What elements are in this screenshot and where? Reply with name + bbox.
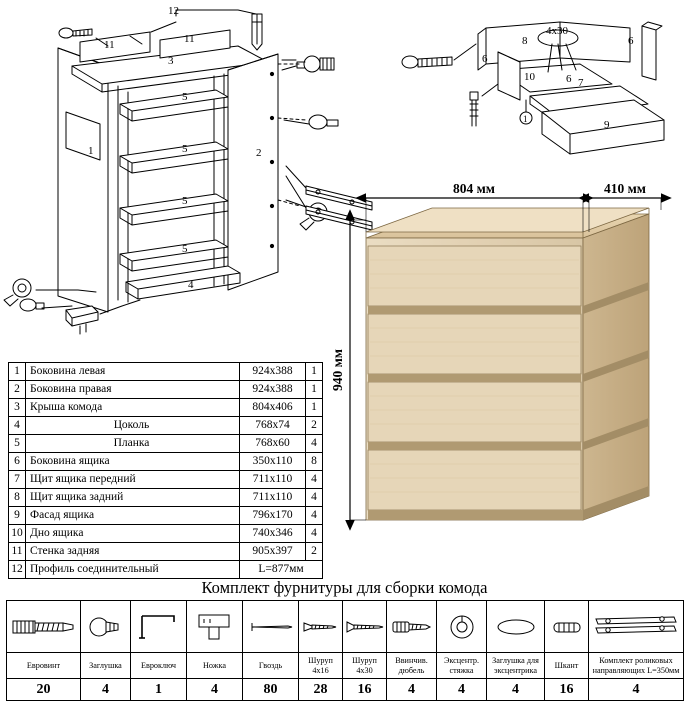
depth-dimension-label: 410 мм <box>603 181 647 196</box>
part-size: 905х397 <box>240 543 306 561</box>
kit-icon-cell <box>7 601 81 653</box>
part-no: 1 <box>9 363 26 381</box>
callout-12: 12 <box>168 5 179 17</box>
table-row <box>9 507 323 525</box>
kit-item-count: 28 <box>299 679 343 701</box>
kit-icon-cell <box>437 601 487 653</box>
euro-screw-icon <box>11 615 77 639</box>
part-no: 8 <box>9 489 26 507</box>
slide-rails-icon <box>592 611 680 643</box>
kit-icon-cell <box>545 601 589 653</box>
dowel-icon <box>390 615 434 639</box>
width-dimension-label: 804 мм <box>452 181 496 196</box>
part-size: 924х388 <box>240 381 306 399</box>
kit-icon-cell <box>343 601 387 653</box>
callout-5c: 5 <box>182 195 188 207</box>
part-size: 796х170 <box>240 507 306 525</box>
kit-icon-cell <box>187 601 243 653</box>
callout-8: 8 <box>522 35 528 47</box>
part-name: Боковина ящика <box>26 453 240 471</box>
part-name: Боковина правая <box>26 381 240 399</box>
table-row <box>9 525 323 543</box>
kit-item-count: 1 <box>131 679 187 701</box>
callout-10: 10 <box>524 71 535 83</box>
part-no: 10 <box>9 525 26 543</box>
callout-1b: 1 <box>523 114 528 124</box>
product-dimension-drawing <box>330 181 689 570</box>
part-name: Фасад ящика <box>26 507 240 525</box>
callout-11b: 11 <box>184 33 195 45</box>
eccentric-cap-icon <box>492 615 540 639</box>
part-qty: 1 <box>306 399 323 417</box>
part-size: 711х110 <box>240 471 306 489</box>
kit-icon-cell <box>387 601 437 653</box>
kit-item-label: Ввинчив. дюбель <box>387 653 437 679</box>
kit-item-count: 80 <box>243 679 299 701</box>
callout-5d: 5 <box>182 243 188 255</box>
kit-item-label: Шуруп 4х30 <box>343 653 387 679</box>
kit-item-count: 4 <box>81 679 131 701</box>
kit-item-label: Шкант <box>545 653 589 679</box>
kit-item-label: Эксцентр. стяжка <box>437 653 487 679</box>
table-row <box>9 417 323 435</box>
table-row <box>9 561 323 579</box>
callout-2: 2 <box>256 147 262 159</box>
kit-item-label: Заглушка <box>81 653 131 679</box>
callout-11a: 11 <box>104 39 115 51</box>
part-size: L=877мм <box>240 561 323 579</box>
part-no: 2 <box>9 381 26 399</box>
kit-item-label: Шуруп 4х16 <box>299 653 343 679</box>
part-no: 6 <box>9 453 26 471</box>
part-name: Цоколь <box>26 417 240 435</box>
kit-item-label: Комплект роликовых направляющих L=350мм <box>589 653 684 679</box>
kit-item-label: Ножка <box>187 653 243 679</box>
part-size: 768х74 <box>240 417 306 435</box>
part-size: 740х346 <box>240 525 306 543</box>
kit-item-label: Евровинт <box>7 653 81 679</box>
part-no: 7 <box>9 471 26 489</box>
kit-icon-cell <box>243 601 299 653</box>
part-size: 350х110 <box>240 453 306 471</box>
kit-icon-cell <box>131 601 187 653</box>
part-no: 3 <box>9 399 26 417</box>
part-qty: 4 <box>306 525 323 543</box>
screw-4x16-icon <box>302 615 340 639</box>
callout-4: 4 <box>188 279 194 291</box>
kit-icon-cell <box>81 601 131 653</box>
kit-item-label: Гвоздь <box>243 653 299 679</box>
kit-item-count: 4 <box>187 679 243 701</box>
kit-icon-cell <box>589 601 684 653</box>
table-row <box>9 489 323 507</box>
part-name: Боковина левая <box>26 363 240 381</box>
part-no: 12 <box>9 561 26 579</box>
part-qty: 4 <box>306 507 323 525</box>
part-name: Стенка задняя <box>26 543 240 561</box>
nail-icon <box>248 615 294 639</box>
kit-item-count: 4 <box>487 679 545 701</box>
part-no: 5 <box>9 435 26 453</box>
kit-item-count: 16 <box>343 679 387 701</box>
callout-5a: 5 <box>182 91 188 103</box>
part-qty: 1 <box>306 381 323 399</box>
part-qty: 8 <box>306 453 323 471</box>
dowel-pin-icon <box>548 615 586 639</box>
part-name: Щит ящика задний <box>26 489 240 507</box>
table-row <box>9 435 323 453</box>
screw-4x30-icon <box>345 615 385 639</box>
cap-icon <box>86 615 126 639</box>
part-size: 804х406 <box>240 399 306 417</box>
kit-item-count: 16 <box>545 679 589 701</box>
kit-item-count: 4 <box>589 679 684 701</box>
part-qty: 4 <box>306 489 323 507</box>
table-row <box>9 381 323 399</box>
part-name: Дно ящика <box>26 525 240 543</box>
part-size: 768х60 <box>240 435 306 453</box>
table-row <box>9 453 323 471</box>
callout-4x30: 4х30 <box>546 25 568 37</box>
kit-item-count: 4 <box>387 679 437 701</box>
part-name: Планка <box>26 435 240 453</box>
euro-key-icon <box>136 612 182 642</box>
part-no: 4 <box>9 417 26 435</box>
part-qty: 4 <box>306 435 323 453</box>
kit-item-count: 20 <box>7 679 81 701</box>
part-name: Профиль соединительный <box>26 561 240 579</box>
kit-item-label: Заглушка для эксцентрика <box>487 653 545 679</box>
callout-9: 9 <box>604 119 610 131</box>
table-row <box>9 363 323 381</box>
parts-table <box>8 362 323 579</box>
part-size: 924х388 <box>240 363 306 381</box>
parts-table-body <box>9 363 323 579</box>
hardware-kit-table <box>6 600 684 701</box>
height-dimension-label: 940 мм <box>330 348 345 392</box>
kit-item-count: 4 <box>437 679 487 701</box>
hardware-kit-title: Комплект фурнитуры для сборки комода <box>201 578 488 597</box>
eccentric-icon <box>442 612 482 642</box>
leg-icon <box>193 611 237 643</box>
callout-1: 1 <box>88 145 94 157</box>
part-qty: 2 <box>306 543 323 561</box>
part-qty: 4 <box>306 471 323 489</box>
part-name: Крыша комода <box>26 399 240 417</box>
callout-5b: 5 <box>182 143 188 155</box>
table-row <box>9 471 323 489</box>
part-size: 711х110 <box>240 489 306 507</box>
part-name: Щит ящика передний <box>26 471 240 489</box>
kit-item-label: Евроключ <box>131 653 187 679</box>
part-no: 9 <box>9 507 26 525</box>
callout-6b: 6 <box>482 53 488 65</box>
kit-icon-cell <box>299 601 343 653</box>
kit-icon-cell <box>487 601 545 653</box>
callout-3: 3 <box>168 55 174 67</box>
part-qty: 2 <box>306 417 323 435</box>
callout-7: 7 <box>578 77 584 89</box>
callout-6a: 6 <box>628 35 634 47</box>
part-no: 11 <box>9 543 26 561</box>
part-qty: 1 <box>306 363 323 381</box>
callout-6c: 6 <box>566 73 572 85</box>
table-row <box>9 399 323 417</box>
table-row <box>9 543 323 561</box>
